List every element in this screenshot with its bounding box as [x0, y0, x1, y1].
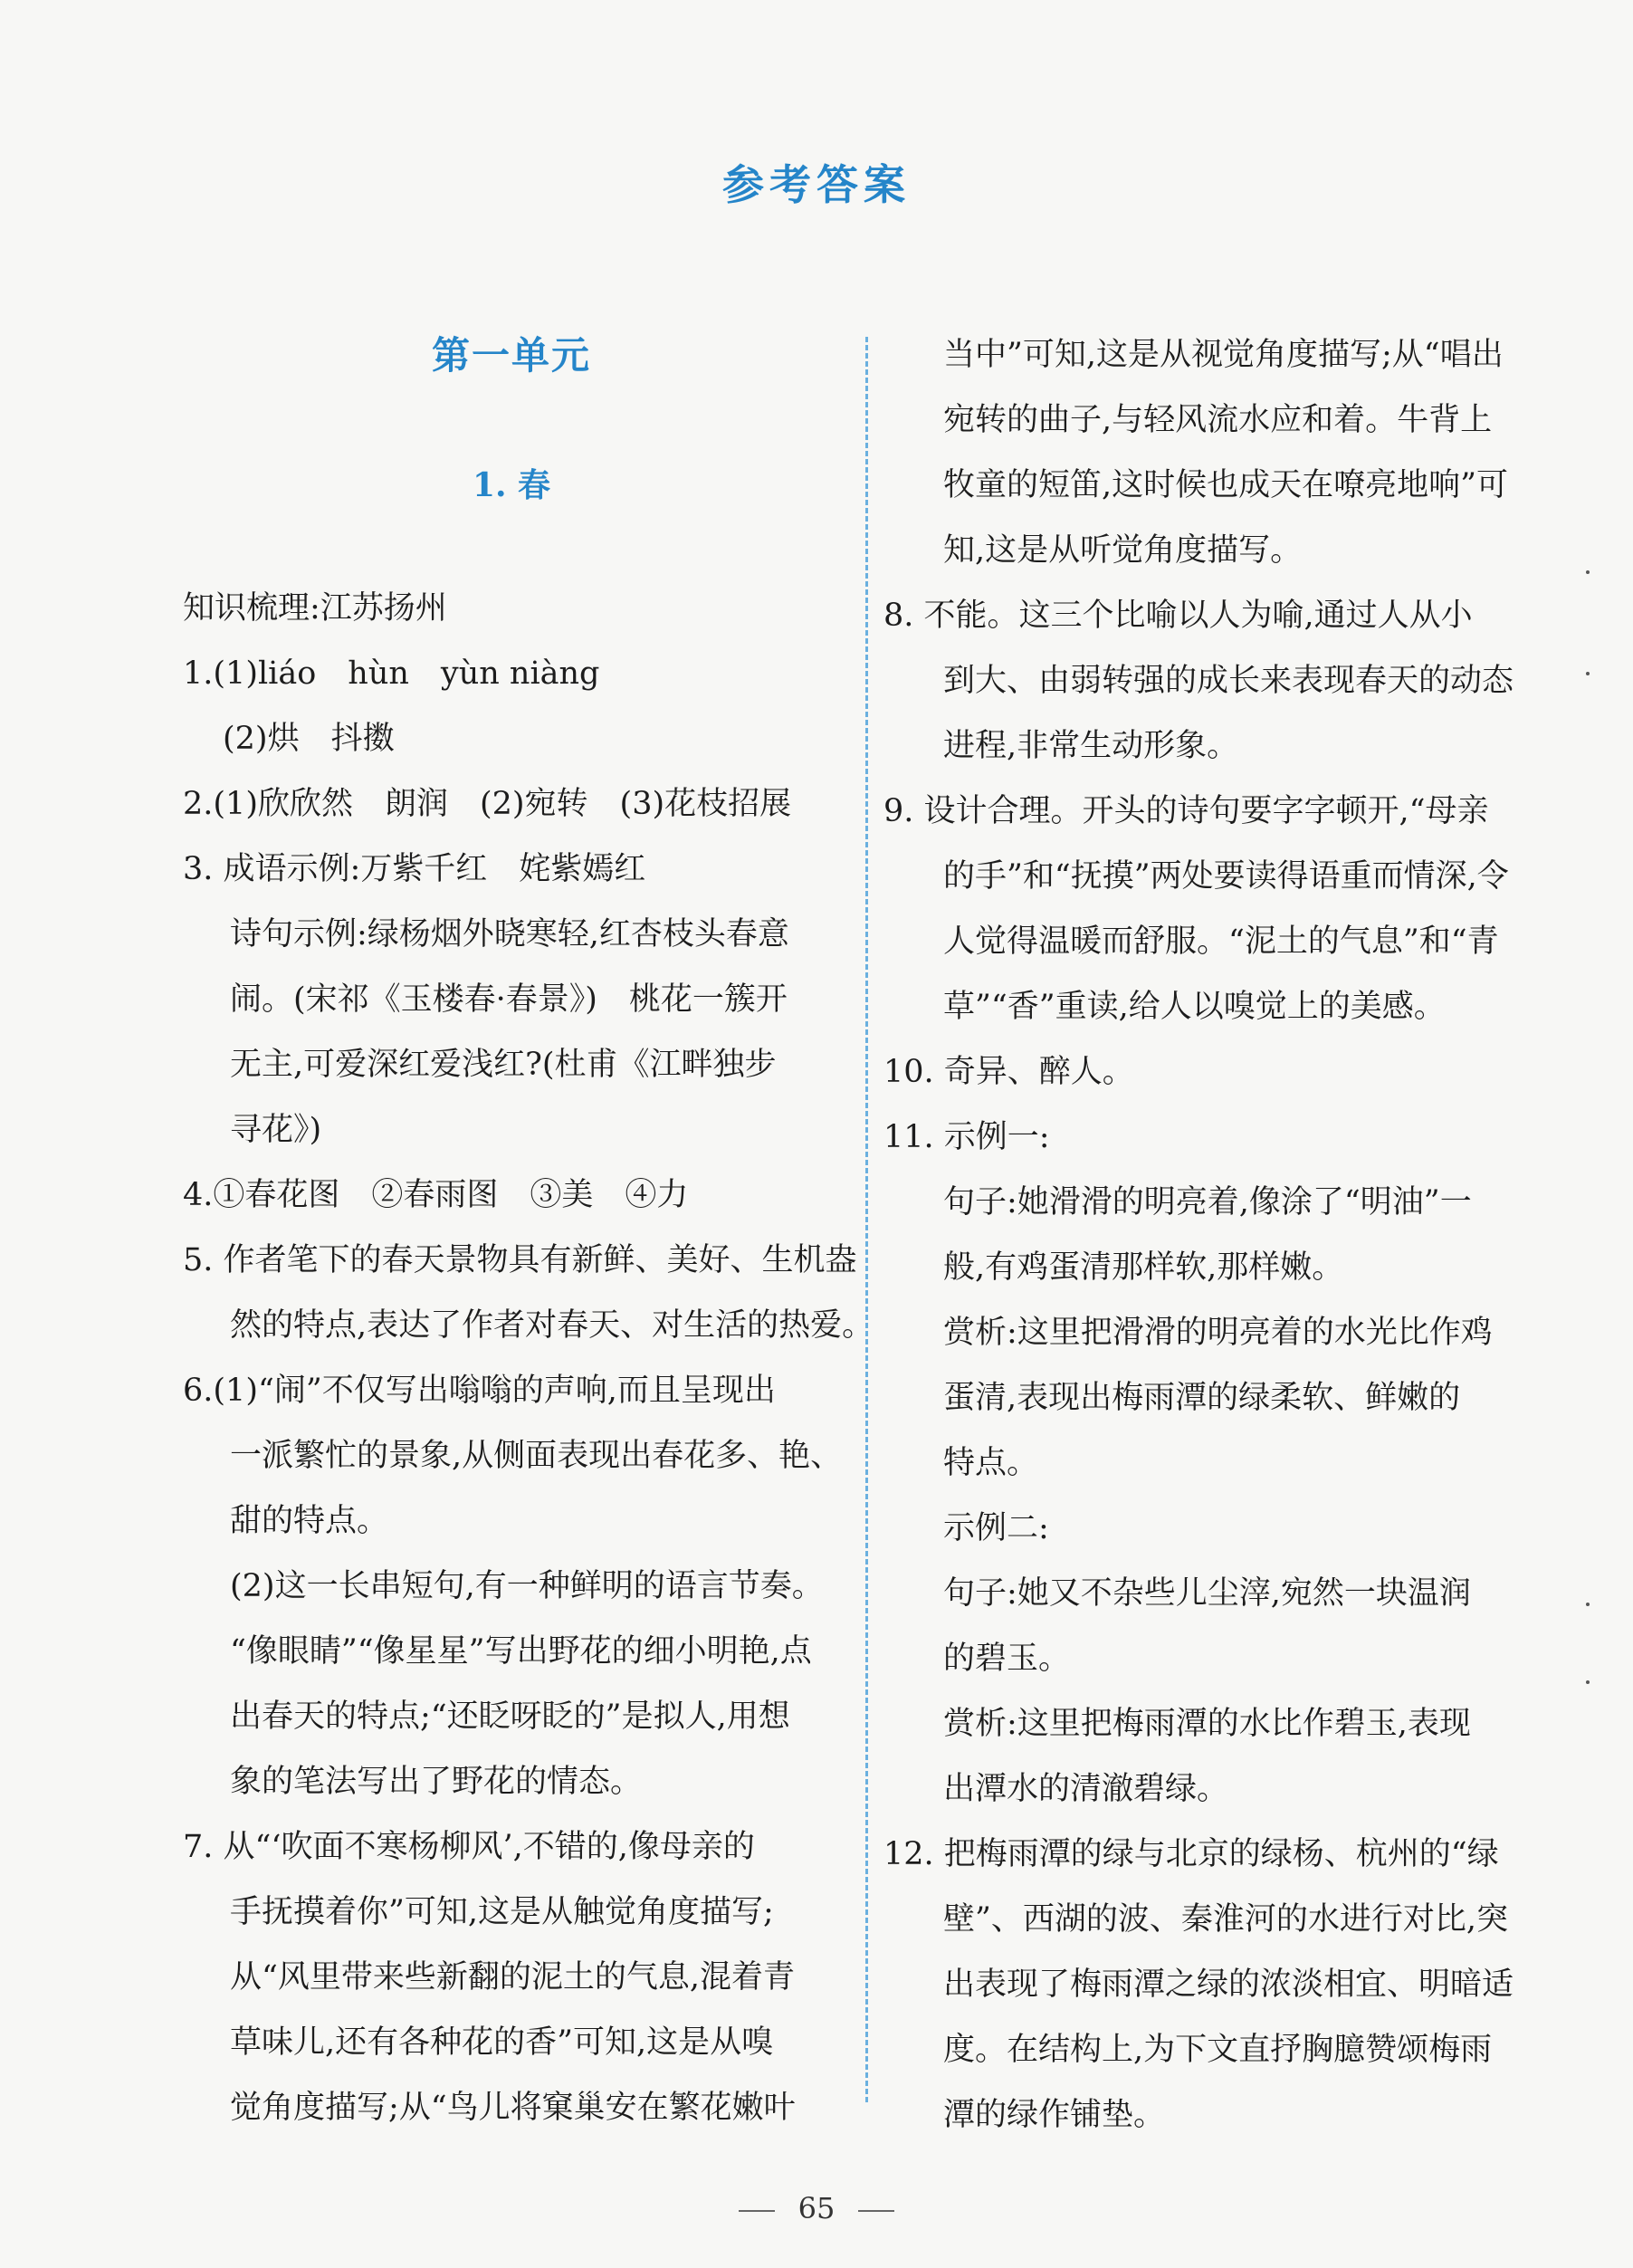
answer-line: 的手”和“抚摸”两处要读得语重而情深,令	[943, 858, 1509, 895]
right-column	[883, 322, 1553, 2148]
answer-line: 牧童的短笛,这时候也成天在嘹亮地响”可	[943, 467, 1509, 503]
answer-line: 知识梳理:江苏扬州	[183, 590, 447, 627]
answer-line: 人觉得温暖而舒服。“泥土的气息”和“青	[943, 923, 1499, 960]
margin-dot	[1586, 570, 1590, 574]
answer-line: 无主,可爱深红爱浅红?(杜甫《江畔独步	[230, 1047, 777, 1083]
answer-line: 特点。	[943, 1445, 1039, 1481]
answer-line: 赏析:这里把梅雨潭的水比作碧玉,表现	[943, 1706, 1471, 1742]
footer-dash-right	[858, 2210, 894, 2212]
answer-line: 3. 成语示例:万紫千红 姹紫嫣红	[183, 851, 646, 887]
answer-line: 的碧玉。	[943, 1641, 1071, 1677]
answer-line: 蛋清,表现出梅雨潭的绿柔软、鲜嫩的	[943, 1380, 1461, 1416]
answer-line: 宛转的曲子,与轻风流水应和着。牛背上	[943, 402, 1493, 438]
answer-line: 示例二:	[943, 1510, 1049, 1546]
lesson-title: 1. 春	[472, 466, 551, 504]
answer-line: 7. 从“‘吹面不寒杨柳风’,不错的,像母亲的	[183, 1829, 755, 1865]
margin-dot	[1586, 672, 1590, 675]
left-column	[183, 576, 874, 2140]
answer-line: 然的特点,表达了作者对春天、对生活的热爱。	[230, 1307, 874, 1344]
answer-line: 进程,非常生动形象。	[943, 728, 1239, 764]
answer-line: 一派繁忙的景象,从侧面表现出春花多、艳、	[230, 1438, 843, 1474]
margin-dot	[1586, 1603, 1590, 1606]
answer-line: 出表现了梅雨潭之绿的浓淡相宜、明暗适	[943, 1967, 1514, 2003]
unit-title: 第一单元	[431, 333, 591, 378]
answer-line: 到大、由弱转强的成长来表现春天的动态	[943, 663, 1514, 699]
page-footer	[0, 2191, 1633, 2225]
answer-line: 1.(1)liáo hùn yùn niàng	[183, 656, 600, 692]
answer-line: 9. 设计合理。开头的诗句要字字顿开,“母亲	[883, 793, 1489, 829]
answer-line: 象的笔法写出了野花的情态。	[230, 1764, 643, 1800]
answer-line: 句子:她滑滑的明亮着,像涂了“明油”一	[943, 1184, 1472, 1220]
answer-line: 12. 把梅雨潭的绿与北京的绿杨、杭州的“绿	[883, 1836, 1499, 1872]
answer-line: 知,这是从听觉角度描写。	[943, 532, 1303, 569]
margin-dot	[1586, 1680, 1590, 1684]
answer-line: 草”“香”重读,给人以嗅觉上的美感。	[943, 989, 1446, 1025]
answer-line: 出春天的特点;“还眨呀眨的”是拟人,用想	[230, 1699, 790, 1735]
answer-line: 寻花》)	[230, 1112, 322, 1148]
answer-line: 句子:她又不杂些儿尘滓,宛然一块温润	[943, 1575, 1471, 1612]
answer-line: 赏析:这里把滑滑的明亮着的水光比作鸡	[943, 1315, 1493, 1351]
page-title: 参考答案	[722, 160, 911, 209]
answer-line: 闹。(宋祁《玉楼春·春景》) 桃花一簇开	[230, 981, 788, 1018]
answer-line: 手抚摸着你”可知,这是从触觉角度描写;	[230, 1894, 774, 1930]
answer-line: 诗句示例:绿杨烟外晓寒轻,红杏枝头春意	[230, 916, 789, 952]
answer-line: (2)烘 抖擞	[223, 721, 395, 757]
answer-line: 出潭水的清澈碧绿。	[943, 1771, 1229, 1807]
answer-line: 当中”可知,这是从视觉角度描写;从“唱出	[943, 337, 1504, 373]
answer-line: 从“风里带来些新翻的泥土的气息,混着青	[230, 1959, 796, 1995]
answer-line: 甜的特点。	[230, 1503, 389, 1539]
answer-line: 觉角度描写;从“鸟儿将窠巢安在繁花嫩叶	[230, 2090, 796, 2126]
answer-line: 度。在结构上,为下文直抒胸臆赞颂梅雨	[943, 2032, 1493, 2068]
answer-line: 壁”、西湖的波、秦淮河的水进行对比,突	[943, 1901, 1509, 1938]
answer-line: 般,有鸡蛋清那样软,那样嫩。	[943, 1249, 1344, 1286]
answer-line: 潭的绿作铺垫。	[943, 2097, 1166, 2133]
answer-line: 11. 示例一:	[883, 1119, 1050, 1155]
answer-line: 10. 奇异、醉人。	[883, 1054, 1134, 1090]
answer-line: 2.(1)欣欣然 朗润 (2)宛转 (3)花枝招展	[183, 786, 792, 822]
footer-dash-left	[739, 2210, 775, 2212]
answer-line: (2)这一长串短句,有一种鲜明的语言节奏。	[230, 1568, 824, 1604]
answer-line: 草味儿,还有各种花的香”可知,这是从嗅	[230, 2024, 774, 2061]
answer-line: 5. 作者笔下的春天景物具有新鲜、美好、生机盎	[183, 1242, 857, 1278]
answer-line: 8. 不能。这三个比喻以人为喻,通过人从小	[883, 598, 1473, 634]
answer-line: 4.①春花图 ②春雨图 ③美 ④力	[183, 1177, 689, 1213]
answer-line: 6.(1)“闹”不仅写出嗡嗡的声响,而且呈现出	[183, 1373, 776, 1409]
answer-line: “像眼睛”“像星星”写出野花的细小明艳,点	[230, 1633, 812, 1670]
column-divider	[865, 337, 868, 2102]
page-number: 65	[797, 2191, 836, 2225]
